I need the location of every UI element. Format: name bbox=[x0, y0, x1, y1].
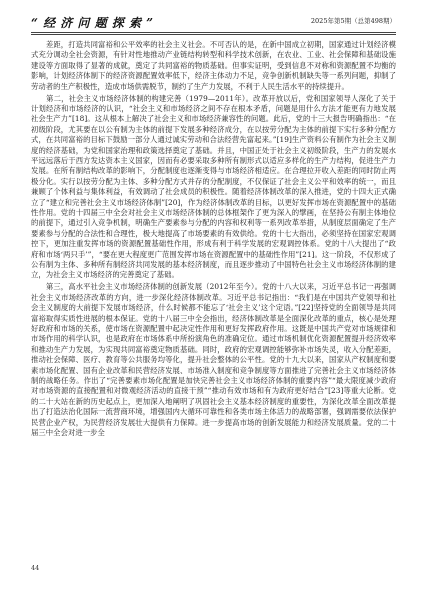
paragraph: 差距，打造共同富裕和公平效率的社会主义社会。不可否认的是，在新中国成立初期，国家通过计划经济模式充分调动全社会资源，有针对性地推动产业链结构转型和科学技术创新，在农业、工业、社会保障和基础设施建设等方面取得了显著的成就，奠定了共同富裕的物质基础。但事实证明，受到信息不对称和资源配置不均衡的影响，计划经济体制下的经济资源配置效率低下，经济主体动力不足，竞争创新机制缺失等一系列问题，抑制了劳动者的生产积极性，造成市场供需脱节，制约了生产力发展，不利于人民生活水平的持续提升。 bbox=[31, 40, 396, 91]
paragraph: 第三，高水平社会主义市场经济体制的创新发展（2012年至今）。党的十八大以来，习近平总书记一再强调社会主义市场经济改革的方向，进一步深化经济体制改革。习近平总书记指出：“我们是在中国共产党领导和社会主义制度的大前提下发展市场经济，什么时候都不能忘了‘社会主义’这个定语。”[22]坚持党的全面领导是共同富裕取得实质性进展的根本保证。党的十八届三中全会指出，经济体制改革是全面深化改革的重点，核心是处理好政府和市场的关系，使市场在资源配置中起决定性作用和更好发挥政府作用。这既是中国共产党对市场规律和市场作用的科学认识，也是政府在市场体系中所扮演角色的准确定位。通过市场机制优化资源配置提升经济效率和推动生产力发展，为实现共同富裕奠定物质基础。同时，政府的宏观调控能够弥补市场失灵，收入分配差距，推动社会保障、医疗、教育等公共服务均等化，提升社会整体的公平性。党的十九大以来，国家从产权制度和要素市场化配置、国有企业改革和民营经济发展、市场准入制度和竞争制度等方面推进了完善社会主义市场经济体制的战略任务。作出了“完善要素市场化配置是加快完善社会主义市场经济体制的重要内容”“最大限度减少政府对市场资源的直接配置和对微观经济活动的直接干预”“推动有效市场和有为政府更好结合”[23]等重大论断。党的二十大站在新的历史起点上，更加深入地阐明了巩固社会主义基本经济制度的重要性，为深化改革全面改革提出了打造法治化国际一流营商环境，增强国内大循环可靠性和各类市场主体活力的战略部署，强调需要依法保护民营企业产权，为民营经济发展壮大提供有力保障。进一步提高市场的创新发展能力和经济发展质量。党的二十届三中全会对进一步全 bbox=[31, 282, 396, 438]
article-body bbox=[31, 40, 396, 440]
page-header bbox=[31, 12, 396, 32]
paragraph: 第二，社会主义市场经济体制的构建完善（1979—2011年）。改革开放以后，党和国家领导人深化了关于计划经济和市场经济的认识，“社会主义和市场经济之间不存在根本矛盾，问题是用什么方法才能更有力地发展社会生产力”[18]。这从根本上解决了社会主义和市场经济兼容性的问题。此后，党的十三大报告明确指出：“在初级阶段，尤其要在以公有制为主体的前提下发展多种经济成分，在以按劳分配为主体的前提下实行多种分配方式，在共同富裕的目标下鼓励一部分人通过诚实劳动和合法经营先富起来。”[19]生产资料公有制作为社会主义制度的经济基础，为党和国家治理和政策选择奠定了基础。并且，中国正处于社会主义初级阶段，生产力的发展水平远远落后于西方发达资本主义国家，因而有必要采取多种所有制形式以适应多样化的生产力结构，促进生产力发展。在所有制结构改革的影响下，分配制度也逐渐变得与市场经济相适应。在合理拉开收入差距的同时防止两极分化。实行以按劳分配为主体、多种分配方式并存的分配制度，不仅保证了社会主义公平和效率的统一，而且兼顾了个体利益与集体利益，有效调动了社会成员的积极性。随着经济体制改革的深入推进，党的十四大正式确立了“建立和完善社会主义市场经济体制”[20]，作为经济体制改革的目标，以更好发挥市场在资源配置中的基础性作用。党的十四届三中全会对社会主义市场经济体制的总体框架作了更为深入的擘画，在坚持公有制主体地位的前提下，通过引入竞争机制，明确生产要素参与分配的内容和权利等一系列改革举措，从制度层面确定了生产要素参与分配的合法性和合理性，极大地提高了市场要素的有效供给。党的十七大指出，必须坚持在国家宏观调控下，更加注重发挥市场的资源配置基础性作用，形成有利于科学发展的宏观调控体系。党的十八大提出了“政府和市场‘两只手’”，“要在更大程度更广范围发挥市场在资源配置中的基础性作用”[21]。这一阶段，不仅形成了公有制为主体、多种所有制经济共同发展的基本经济制度，而且逐步推动了中国特色社会主义市场经济体制的建立，为社会主义市场经济的完善奠定了基础。 bbox=[31, 93, 396, 280]
page-number: 44 bbox=[31, 564, 40, 572]
issue-number: 2025年第5期（总第498期） bbox=[310, 17, 396, 25]
journal-logo: “ 经 济 问 题 探 索 ” bbox=[31, 16, 154, 30]
header-rule-bottom bbox=[31, 34, 396, 35]
header-rule-top bbox=[31, 32, 396, 33]
